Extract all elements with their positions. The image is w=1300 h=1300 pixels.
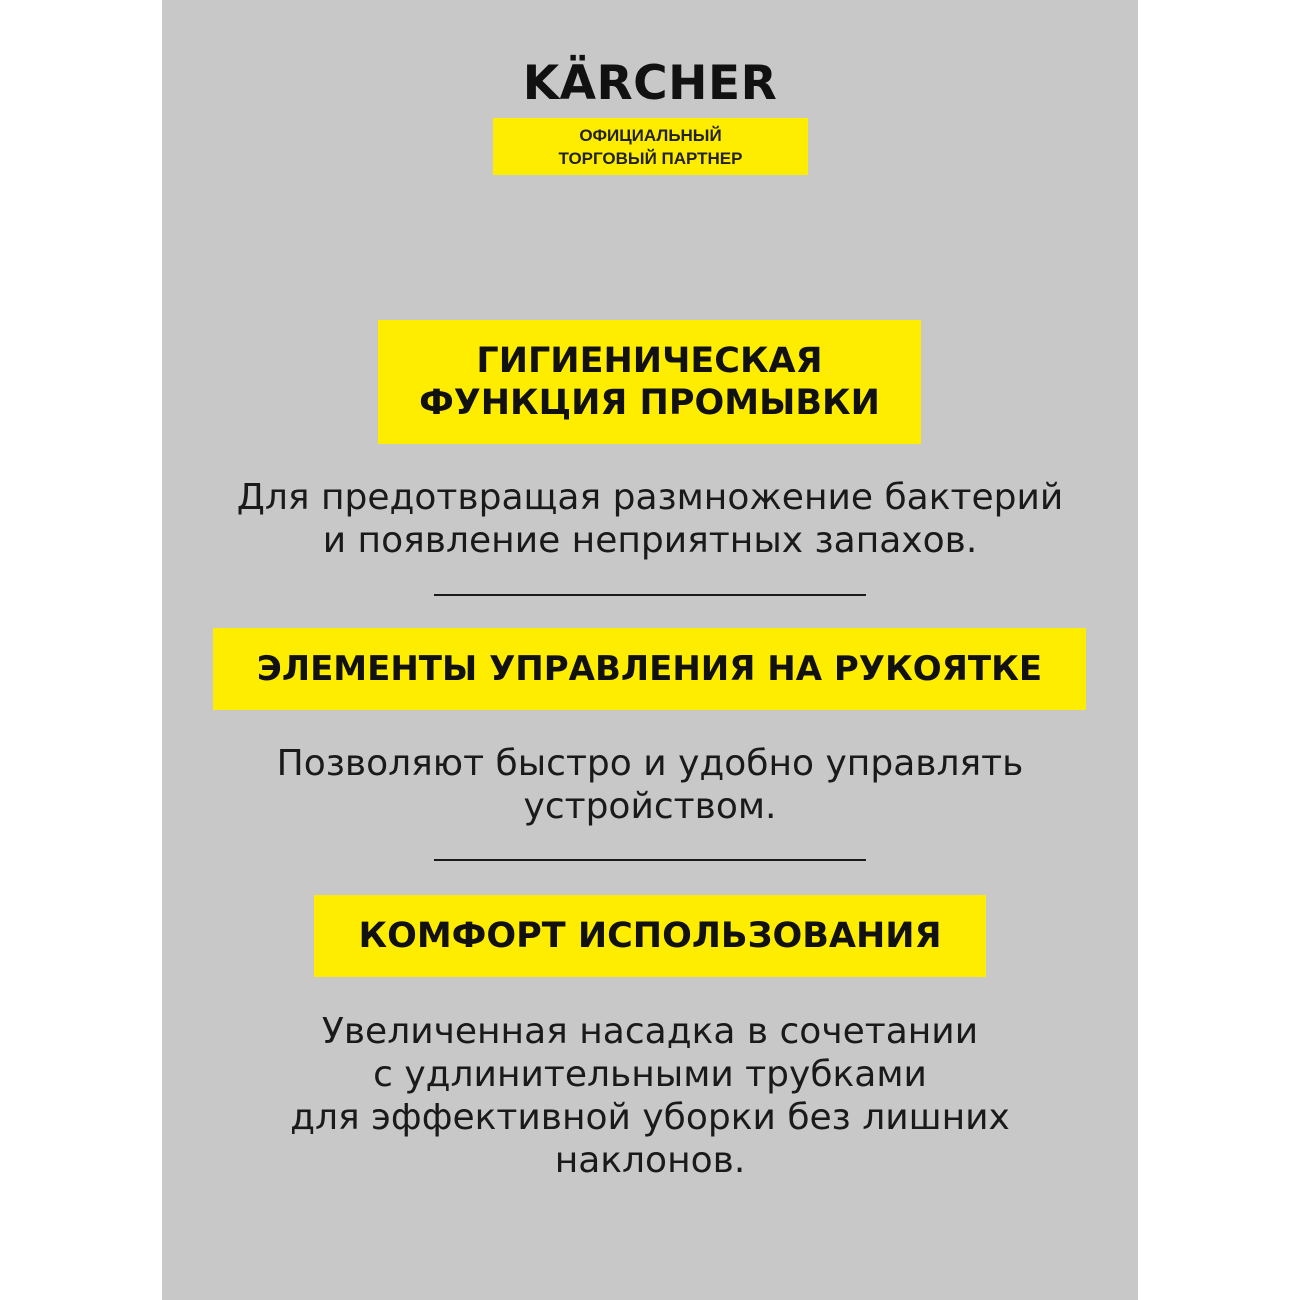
feature-description-hygiene (162, 476, 1138, 562)
description-line: Увеличенная насадка в сочетании (321, 1011, 979, 1052)
description-line: для эффективной уборки без лишних (290, 1097, 1010, 1138)
heading-line: КОМФОРТ ИСПОЛЬЗОВАНИЯ (358, 916, 942, 956)
official-partner-badge (493, 118, 808, 175)
feature-heading-handle-controls (213, 628, 1086, 710)
feature-description-handle-controls (162, 742, 1138, 828)
heading-line: ФУНКЦИЯ ПРОМЫВКИ (419, 383, 880, 423)
description-line: с удлинительными трубками (373, 1054, 927, 1095)
karcher-logo: KÄRCHER (522, 56, 778, 111)
heading-line: ГИГИЕНИЧЕСКАЯ (476, 341, 823, 381)
partner-line-1: ОФИЦИАЛЬНЫЙ (579, 125, 722, 145)
description-line: Для предотвращая размножение бактерий (236, 477, 1064, 518)
description-line: устройством. (523, 786, 777, 827)
feature-heading-comfort (314, 895, 986, 977)
description-line: наклонов. (554, 1140, 746, 1181)
section-divider (434, 594, 866, 596)
section-divider (434, 859, 866, 861)
description-line: и появление неприятных запахов. (322, 520, 978, 561)
feature-description-comfort (162, 1010, 1138, 1182)
description-line: Позволяют быстро и удобно управлять (276, 743, 1024, 784)
partner-line-2: ТОРГОВЫЙ ПАРТНЕР (558, 148, 743, 168)
heading-line: ЭЛЕМЕНТЫ УПРАВЛЕНИЯ НА РУКОЯТКЕ (256, 649, 1043, 689)
feature-heading-hygiene (378, 320, 921, 444)
content-panel (162, 0, 1138, 1300)
